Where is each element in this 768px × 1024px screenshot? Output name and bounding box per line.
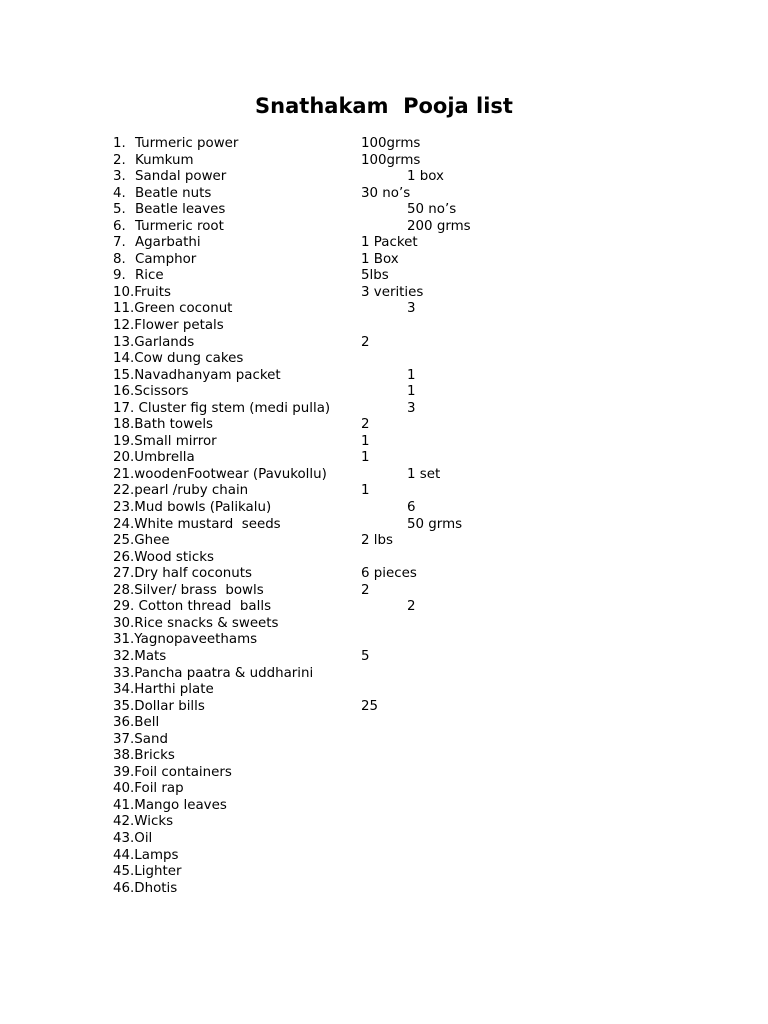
item-name: 40.Foil rap — [113, 781, 184, 797]
item-name: 33.Pancha paatra & uddharini — [113, 665, 314, 681]
list-item — [113, 417, 673, 434]
item-name: Camphor — [135, 251, 197, 267]
item-quantity: 5 — [361, 648, 370, 664]
item-name: 38.Bricks — [113, 748, 175, 764]
list-item — [113, 814, 673, 831]
item-name: Sandal power — [135, 169, 227, 185]
item-name: 43.Oil — [113, 830, 153, 846]
list-item — [113, 699, 673, 716]
list-item — [113, 252, 673, 269]
list-item — [113, 848, 673, 865]
list-item — [113, 616, 673, 633]
item-quantity: 1 — [361, 433, 370, 449]
item-name: 29. Cotton thread balls — [113, 599, 272, 615]
item-name: 28.Silver/ brass bowls — [113, 582, 264, 598]
item-name: 39.Foil containers — [113, 764, 232, 780]
item-quantity: 100grms — [361, 136, 421, 151]
item-quantity: 2 — [361, 417, 370, 433]
list-item — [113, 219, 673, 236]
list-item — [113, 533, 673, 550]
item-quantity: 3 — [407, 400, 416, 416]
item-quantity: 2 — [361, 582, 370, 598]
list-item — [113, 715, 673, 732]
list-item — [113, 136, 673, 153]
item-name: 36.Bell — [113, 715, 160, 731]
list-item — [113, 798, 673, 815]
item-quantity: 1 — [407, 367, 416, 383]
item-name: 17. Cluster fig stem (medi pulla) — [113, 400, 331, 416]
list-item — [113, 666, 673, 683]
list-item — [113, 351, 673, 368]
item-quantity: 1 set — [407, 466, 441, 482]
item-quantity: 1 box — [407, 169, 444, 185]
item-number: 7. — [113, 235, 126, 251]
item-name: 37.Sand — [113, 731, 168, 747]
item-name: 16.Scissors — [113, 384, 189, 400]
list-item — [113, 748, 673, 765]
list-item — [113, 682, 673, 699]
item-name: Beatle leaves — [135, 202, 226, 218]
item-number: 4. — [113, 185, 126, 201]
item-name: Kumkum — [135, 152, 194, 168]
item-name: Agarbathi — [135, 235, 201, 251]
list-item — [113, 268, 673, 285]
pooja-item-list — [113, 136, 673, 897]
item-name: 34.Harthi plate — [113, 682, 214, 698]
item-name: 18.Bath towels — [113, 417, 214, 433]
list-item — [113, 318, 673, 335]
list-item — [113, 467, 673, 484]
item-quantity: 6 — [407, 500, 416, 516]
item-name: 24.White mustard seeds — [113, 516, 281, 532]
item-quantity: 50 no’s — [407, 202, 457, 218]
page-title: Snathakam Pooja list — [255, 94, 513, 118]
item-quantity: 50 grms — [407, 516, 463, 532]
list-item — [113, 186, 673, 203]
item-quantity: 30 no’s — [361, 185, 411, 201]
item-quantity: 3 — [407, 301, 416, 317]
item-name: Turmeric root — [135, 218, 224, 234]
list-item — [113, 450, 673, 467]
list-item — [113, 864, 673, 881]
item-name: 22.pearl /ruby chain — [113, 483, 249, 499]
item-name: 31.Yagnopaveethams — [113, 632, 258, 648]
item-number: 8. — [113, 251, 126, 267]
item-number: 9. — [113, 268, 126, 284]
list-item — [113, 831, 673, 848]
list-item — [113, 765, 673, 782]
list-item — [113, 732, 673, 749]
item-name: 11.Green coconut — [113, 301, 233, 317]
item-name: 42.Wicks — [113, 814, 174, 830]
item-name: 20.Umbrella — [113, 450, 195, 466]
item-quantity: 1 — [361, 483, 370, 499]
item-name: 35.Dollar bills — [113, 698, 205, 714]
list-item — [113, 335, 673, 352]
list-item — [113, 583, 673, 600]
item-number: 5. — [113, 202, 126, 218]
list-item — [113, 599, 673, 616]
item-number: 3. — [113, 169, 126, 185]
item-name: 15.Navadhanyam packet — [113, 367, 281, 383]
item-name: 27.Dry half coconuts — [113, 566, 252, 582]
item-name: 26.Wood sticks — [113, 549, 214, 565]
list-item — [113, 517, 673, 534]
item-name: 45.Lighter — [113, 864, 182, 880]
item-number: 6. — [113, 218, 126, 234]
item-quantity: 1 Box — [361, 251, 399, 267]
item-quantity: 25 — [361, 698, 379, 714]
item-name: 23.Mud bowls (Palikalu) — [113, 500, 272, 516]
item-name: 21.woodenFootwear (Pavukollu) — [113, 466, 327, 482]
list-item — [113, 235, 673, 252]
list-item — [113, 500, 673, 517]
item-quantity: 1 — [407, 384, 416, 400]
item-quantity: 2 lbs — [361, 533, 393, 549]
item-number: 1. — [113, 136, 126, 151]
item-quantity: 3 verities — [361, 284, 424, 300]
list-item — [113, 632, 673, 649]
item-name: 32.Mats — [113, 648, 167, 664]
item-quantity: 100grms — [361, 152, 421, 168]
item-quantity: 1 Packet — [361, 235, 418, 251]
list-item — [113, 368, 673, 385]
item-name: Beatle nuts — [135, 185, 212, 201]
item-number: 2. — [113, 152, 126, 168]
item-name: 44.Lamps — [113, 847, 179, 863]
item-name: 30.Rice snacks & sweets — [113, 615, 279, 631]
list-item — [113, 781, 673, 798]
list-item — [113, 434, 673, 451]
item-name: 10.Fruits — [113, 284, 171, 300]
item-name: 46.Dhotis — [113, 880, 178, 896]
list-item — [113, 401, 673, 418]
list-item — [113, 649, 673, 666]
item-name: 12.Flower petals — [113, 318, 224, 334]
item-name: Rice — [135, 268, 164, 284]
item-quantity: 5lbs — [361, 268, 389, 284]
list-item — [113, 566, 673, 583]
item-name: 25.Ghee — [113, 533, 170, 549]
item-quantity: 6 pieces — [361, 566, 417, 582]
list-item — [113, 881, 673, 898]
list-item — [113, 384, 673, 401]
list-item — [113, 285, 673, 302]
item-quantity: 2 — [407, 599, 416, 615]
item-name: Turmeric power — [135, 136, 239, 151]
item-quantity: 200 grms — [407, 218, 471, 234]
item-name: 41.Mango leaves — [113, 797, 227, 813]
list-item — [113, 550, 673, 567]
item-name: 19.Small mirror — [113, 433, 217, 449]
list-item — [113, 483, 673, 500]
list-item — [113, 153, 673, 170]
item-name: 14.Cow dung cakes — [113, 351, 244, 367]
item-quantity: 1 — [361, 450, 370, 466]
list-item — [113, 169, 673, 186]
item-quantity: 2 — [361, 334, 370, 350]
list-item — [113, 202, 673, 219]
item-name: 13.Garlands — [113, 334, 195, 350]
list-item — [113, 301, 673, 318]
